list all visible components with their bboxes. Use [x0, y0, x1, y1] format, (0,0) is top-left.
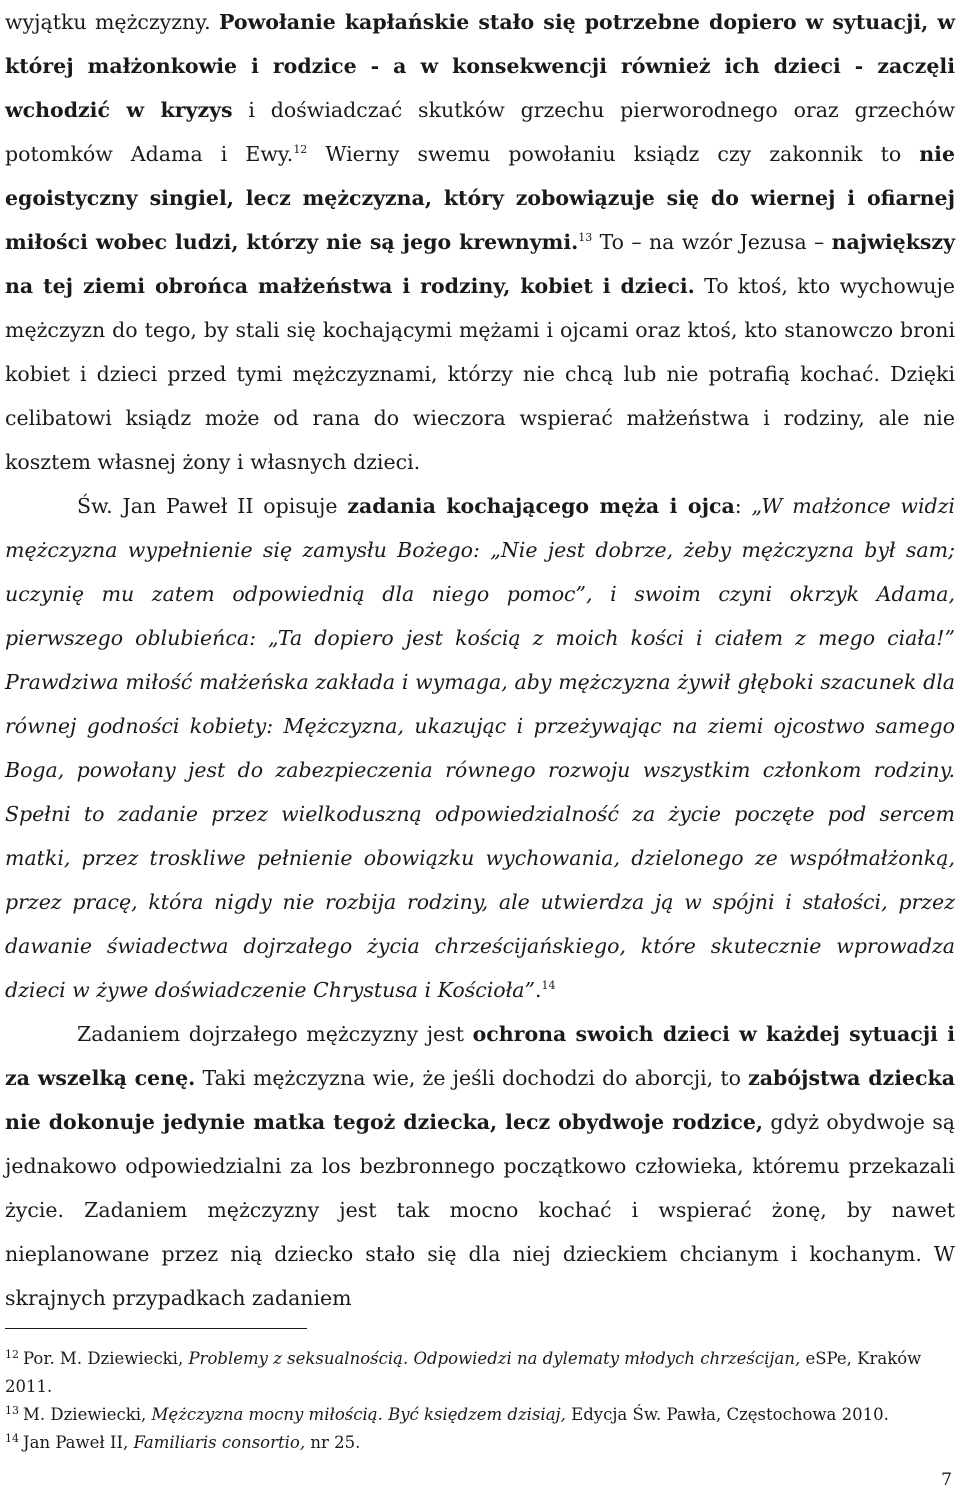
- footnote-number: 14: [5, 1432, 19, 1445]
- footnotes: [5, 1345, 955, 1457]
- bold-run: zabójstwa dziecka nie dokonuje jedynie matka tegoż dziecka, lecz obydwoje rodzice,: [5, 1066, 955, 1134]
- bold-run: ochrona swoich dzieci w każdej sytuacji i za wszelką cenę.: [5, 1022, 955, 1090]
- footnote-number: 13: [5, 1404, 19, 1417]
- text-run: To ktoś, kto wychowuje mężczyzn do tego, by stali się kochającymi mężami i ojcami oraz ktoś, kto stanowczo broni kobiet i dzieci przed tymi mężczyznami, którzy nie chcą lub nie potrafią kochać. Dzięki celibatowi ksiądz może od rana do wieczora wspierać małżeństwa i rodziny, ale nie kosztem własnej żony i własnych dzieci.: [5, 274, 955, 474]
- footnote-title: Problemy z seksualnością. Odpowiedzi na dylematy młodych chrześcijan,: [188, 1349, 801, 1368]
- text-run: wyjątku mężczyzny.: [5, 10, 220, 34]
- italic-quote: „W małżonce widzi mężczyzna wypełnienie się zamysłu Bożego: „Nie jest dobrze, żeby mężczyzna był sam; uczynię mu zatem odpowiednią dla niego pomoc”, i swoim czyni okrzyk Adama, pierwszego oblubieńca: „Ta dopiero jest kością z moich kości i ciałem z mego ciała!” Prawdziwa miłość małżeńska zakłada i wymaga, aby mężczyzna żywił głęboki szacunek dla równej godności kobiety: Mężczyzna, ukazując i przeżywając na ziemi ojcostwo samego Boga, powołany jest do zabezpieczenia równego rozwoju wszystkim członkom rodziny. Spełni to zadanie przez wielkoduszną odpowiedzialność za życie poczęte pod sercem matki, przez troskliwe pełnienie obowiązku wychowania, dzielonego ze współmałżonką, przez pracę, która nigdy nie rozbija rodziny, ale utwierdza ją w spójni i stałości, przez dawanie świadectwa dojrzałego życia chrześcijańskiego, które skutecznie wprowadza dzieci w żywe doświadczenie Chrystusa i Kościoła”: [5, 494, 955, 1002]
- text-run: Zadaniem dojrzałego mężczyzny jest: [77, 1022, 473, 1046]
- page-number: 7: [941, 1470, 952, 1490]
- footnote-text: nr 25.: [305, 1433, 361, 1452]
- bold-run: nie egoistyczny singiel, lecz mężczyzna, który zobowiązuje się do wiernej i ofiarnej miłości wobec ludzi, którzy nie są jego krewnymi.: [5, 142, 955, 254]
- bold-run: zadania kochającego męża i ojca: [347, 494, 735, 518]
- paragraph-3: [5, 1012, 955, 1320]
- footnote-14: [5, 1429, 955, 1457]
- footnote-title: Mężczyzna mocny miłością. Być księdzem dzisiaj,: [151, 1405, 566, 1424]
- footnote-text: Por. M. Dziewiecki,: [23, 1349, 189, 1368]
- text-run: Św. Jan Paweł II opisuje: [77, 494, 348, 518]
- paragraph-1: [5, 0, 955, 484]
- text-run: Taki mężczyzna wie, że jeśli dochodzi do aborcji, to: [195, 1066, 749, 1090]
- bold-run: największy na tej ziemi obrońca małżeństwa i rodziny, kobiet i dzieci.: [5, 230, 955, 298]
- bold-run: Powołanie kapłańskie stało się potrzebne dopiero w sytuacji, w której małżonkowie i rodzice - a w konsekwencji również ich dzieci - zaczęli wchodzić w kryzys: [5, 10, 955, 122]
- text-run: .: [534, 978, 542, 1002]
- text-run: :: [734, 494, 752, 518]
- footnote-ref-14[interactable]: 14: [541, 979, 556, 992]
- body-text: [5, 0, 955, 1320]
- footnote-text: Edycja Św. Pawła, Częstochowa 2010.: [565, 1405, 889, 1424]
- footnote-text: eSPe, Kraków 2011.: [5, 1349, 922, 1396]
- text-run: To – na wzór Jezusa –: [592, 230, 832, 254]
- footnote-13: [5, 1401, 955, 1429]
- text-run: gdyż obydwoje są jednakowo odpowiedzialni za los bezbronnego początkowo człowieka, któremu przekazali życie. Zadaniem mężczyzny jest tak mocno kochać i wspierać żonę, by nawet nieplanowane przez nią dziecko stało się dla niej dzieckiem chcianym i kochanym. W skrajnych przypadkach zadaniem: [5, 1110, 955, 1310]
- footnote-separator: [5, 1328, 307, 1329]
- footnote-ref-12[interactable]: 12: [293, 143, 308, 156]
- footnote-title: Familiaris consortio,: [133, 1433, 306, 1452]
- footnote-12: [5, 1345, 955, 1401]
- footnote-text: M. Dziewiecki,: [23, 1405, 152, 1424]
- footnote-text: Jan Paweł II,: [23, 1433, 134, 1452]
- text-run: i doświadczać skutków grzechu pierworodnego oraz grzechów potomków Adama i Ewy.: [5, 98, 956, 166]
- paragraph-2: [5, 484, 955, 1012]
- text-run: Wierny swemu powołaniu ksiądz czy zakonnik to: [307, 142, 920, 166]
- footnote-number: 12: [5, 1348, 19, 1361]
- footnote-ref-13[interactable]: 13: [578, 231, 593, 244]
